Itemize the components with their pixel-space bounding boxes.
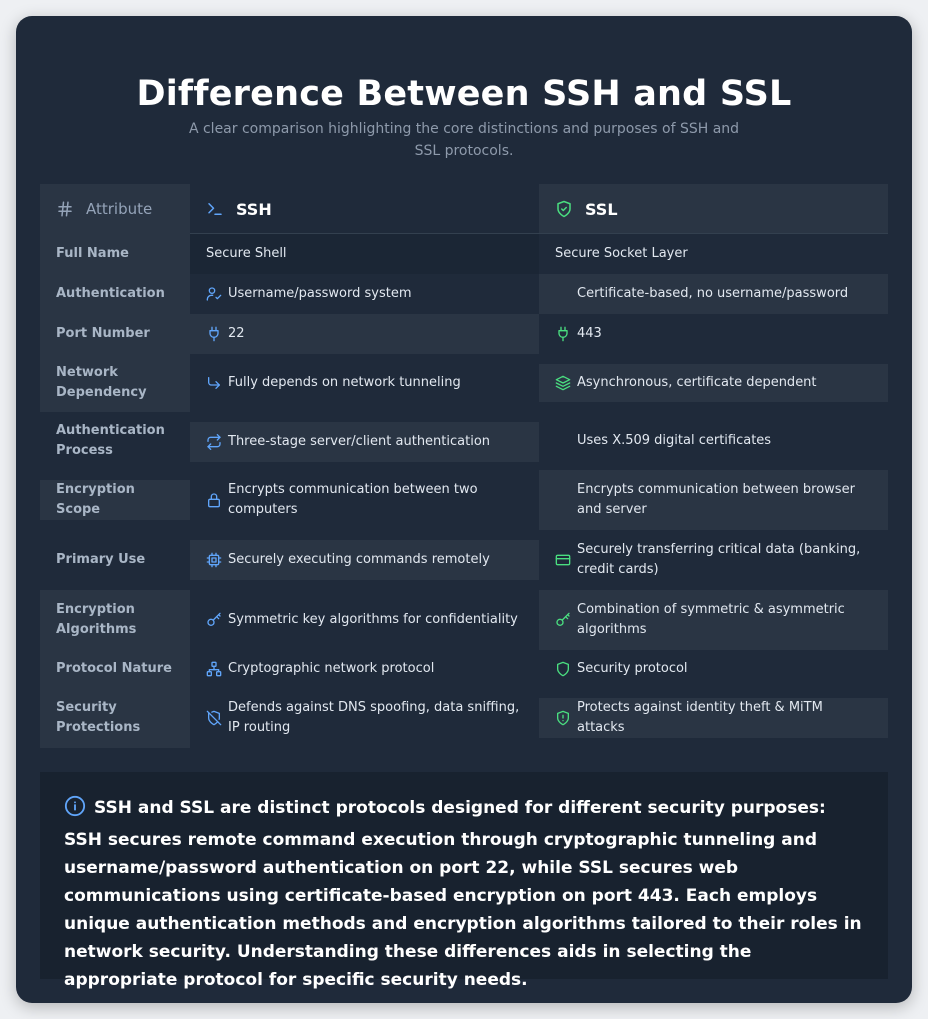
cell-ssh	[190, 274, 539, 314]
cell-text: Encrypts communication between browser and server	[577, 482, 855, 517]
cell-text: Encrypts communication between two computers	[228, 482, 478, 517]
header-attribute	[40, 184, 190, 234]
cell-ssh	[190, 470, 539, 530]
summary-text: SSH and SSL are distinct protocols designed for different security purposes: SSH secures remote command execution through cryptographic tunneling and username/password authentication on port 22, while SSL secures web communications using certificate-based encryption on port 443. Each employs unique authentication methods and encryption algorithms tailored to their roles in network security. Understanding these differences aids in selecting the appropriate protocol for specific security needs.	[64, 798, 862, 990]
shield-check-icon	[555, 200, 573, 218]
plug-icon	[555, 326, 571, 342]
cell-attr	[40, 274, 190, 314]
cpu-icon	[206, 552, 222, 568]
cell-ssh	[190, 354, 539, 412]
cell-text: Port Number	[56, 326, 150, 341]
cell-text: Combination of symmetric & asymmetric algorithms	[577, 602, 845, 637]
corner-down-right-icon	[206, 375, 222, 391]
hash-icon	[56, 200, 74, 218]
table-row	[40, 354, 888, 412]
cell-attr	[40, 354, 190, 412]
cell-attr	[40, 650, 190, 688]
cell-text: Network Dependency	[56, 365, 147, 400]
key-icon	[206, 612, 222, 628]
cell-attr	[40, 530, 190, 590]
cell-ssh	[190, 422, 539, 462]
cell-attr	[40, 314, 190, 354]
cell-text: Security Protections	[56, 700, 141, 735]
cell-text: Securely executing commands remotely	[228, 552, 490, 567]
cell-text: Primary Use	[56, 552, 146, 567]
layers-icon	[555, 375, 571, 391]
user-check-icon	[206, 286, 222, 302]
cell-ssh	[190, 540, 539, 580]
network-icon	[206, 661, 222, 677]
page-title: Difference Between SSH and SSL	[136, 74, 792, 114]
cell-text: Protects against identity theft & MiTM attacks	[577, 700, 823, 735]
info-icon	[64, 795, 86, 826]
cell-attr	[40, 590, 190, 650]
header-ssh-label: SSH	[236, 199, 272, 219]
cell-text: 443	[577, 326, 602, 341]
cell-ssl	[539, 364, 888, 402]
cell-text: Asynchronous, certificate dependent	[577, 375, 817, 390]
table-row	[40, 530, 888, 590]
shield-off-icon	[206, 710, 222, 726]
cell-attr	[40, 234, 190, 274]
header-ssl	[539, 184, 888, 234]
cell-ssl	[539, 274, 888, 314]
cell-attr	[40, 480, 190, 520]
page-subtitle: A clear comparison highlighting the core distinctions and purposes of SSH and SSL protocols.	[188, 121, 740, 159]
table-row	[40, 470, 888, 530]
cell-attr	[40, 688, 190, 748]
header-ssh	[190, 184, 539, 234]
header-ssl-label: SSL	[585, 199, 618, 219]
table-row	[40, 234, 888, 274]
cell-text: Defends against DNS spoofing, data sniffing, IP routing	[228, 700, 520, 735]
cell-ssh	[190, 590, 539, 650]
terminal-icon	[206, 200, 224, 218]
cell-text: Fully depends on network tunneling	[228, 375, 461, 390]
cell-text: Authentication	[56, 286, 165, 301]
cell-text: Secure Shell	[206, 246, 287, 261]
table-row	[40, 314, 888, 354]
credit-card-icon	[555, 552, 571, 568]
cell-text: Uses X.509 digital certificates	[577, 433, 772, 448]
cell-text: Protocol Nature	[56, 661, 172, 676]
cell-text: Cryptographic network protocol	[228, 661, 435, 676]
comparison-card	[16, 16, 912, 1003]
cell-ssl	[539, 314, 888, 354]
cell-ssl	[539, 590, 888, 650]
shield-icon	[555, 661, 571, 677]
cell-ssl	[539, 650, 888, 688]
cell-text: Encryption Scope	[56, 482, 135, 517]
table-row	[40, 274, 888, 314]
key-icon	[555, 612, 571, 628]
cell-ssl	[539, 530, 888, 590]
cell-text: Full Name	[56, 246, 129, 261]
cell-ssl	[539, 412, 888, 470]
cell-ssh	[190, 314, 539, 354]
header-attribute-label: Attribute	[86, 200, 153, 218]
lock-icon	[206, 492, 222, 508]
cell-ssh	[190, 688, 539, 748]
cell-text: Encryption Algorithms	[56, 602, 137, 637]
summary-box	[40, 772, 888, 990]
cell-text: Certificate-based, no username/password	[577, 286, 849, 301]
cell-ssh	[190, 650, 539, 688]
shield-alert-icon	[555, 710, 571, 726]
table-row	[40, 412, 888, 470]
cell-text: Username/password system	[228, 286, 412, 301]
cell-text: Three-stage server/client authentication	[228, 434, 491, 449]
cell-ssl	[539, 234, 888, 274]
cell-ssl	[539, 470, 888, 530]
table-row	[40, 590, 888, 650]
cell-attr	[40, 412, 190, 470]
cell-text: 22	[228, 326, 245, 341]
cell-text: Securely transferring critical data (banking, credit cards)	[577, 542, 861, 577]
cell-text: Authentication Process	[56, 423, 165, 458]
cell-ssh	[190, 234, 539, 274]
plug-icon	[206, 326, 222, 342]
cell-ssl	[539, 698, 888, 738]
repeat-icon	[206, 434, 222, 450]
cell-text: Security protocol	[577, 661, 688, 676]
table-row	[40, 650, 888, 688]
cell-text: Symmetric key algorithms for confidentiality	[228, 612, 518, 627]
cell-text: Secure Socket Layer	[555, 246, 688, 261]
table-row	[40, 688, 888, 748]
